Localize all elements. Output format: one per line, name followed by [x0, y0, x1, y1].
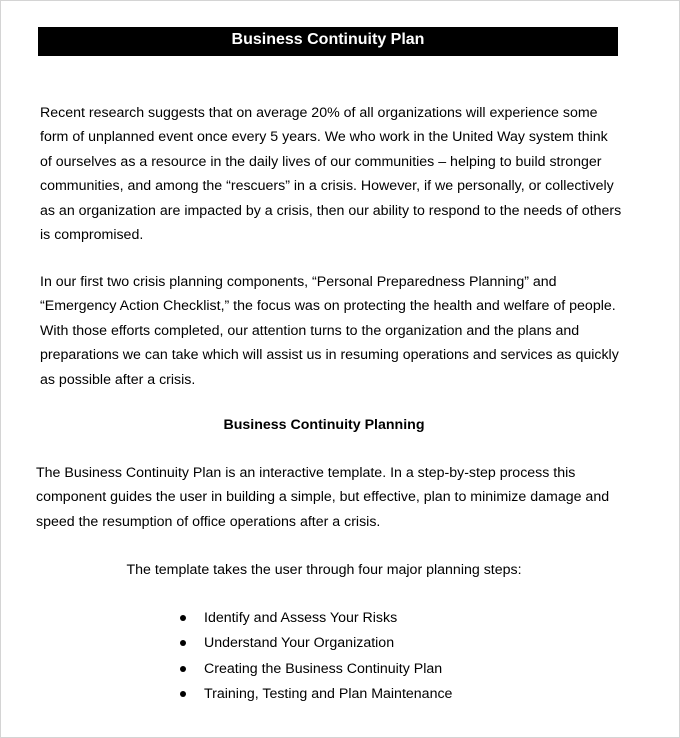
- bullet-icon: [180, 640, 186, 646]
- list-item-label: Identify and Assess Your Risks: [204, 610, 398, 626]
- steps-intro: The template takes the user through four major planning steps:: [126, 562, 522, 578]
- text-line: component guides the user in building a simple, but effective, plan to minimize damage and: [36, 489, 610, 506]
- paragraph-intro: [40, 101, 621, 247]
- list-item: [180, 632, 452, 657]
- text-line: communities, and among the “rescuers” in a crisis. However, if we personally, or collectively: [40, 178, 614, 195]
- list-item-label: Creating the Business Continuity Plan: [204, 660, 443, 677]
- text-line: With those efforts completed, our attention turns to the organization and the plans and: [40, 322, 580, 339]
- text-line: In our first two crisis planning components, “Personal Preparedness Planning” and: [40, 274, 557, 290]
- text-line: “Emergency Action Checklist,” the focus was on protecting the health and welfare of people.: [40, 298, 616, 315]
- list-item-label: Understand Your Organization: [204, 635, 395, 652]
- paragraph-template: [36, 461, 609, 534]
- paragraph-components: [40, 270, 619, 392]
- text-line: The Business Continuity Plan is an interactive template. In a step-by-step process this: [36, 465, 576, 481]
- text-line: form of unplanned event once every 5 years. We who work in the United Way system think: [40, 129, 608, 146]
- section-heading: Business Continuity Planning: [223, 417, 425, 433]
- text-line: as possible after a crisis.: [40, 371, 196, 388]
- text-line: speed the resumption of office operations after a crisis.: [36, 513, 381, 530]
- bullet-icon: [180, 691, 186, 697]
- list-item: [180, 607, 452, 632]
- text-line: is compromised.: [40, 227, 144, 244]
- list-item: [180, 683, 452, 708]
- bullet-icon: [180, 615, 186, 621]
- text-line: preparations we can take which will assist us in resuming operations and services as quickly: [40, 347, 619, 364]
- document-title: Business Continuity Plan: [38, 27, 618, 56]
- list-item-label: Training, Testing and Plan Maintenance: [204, 686, 453, 703]
- text-line: as an organization are impacted by a crisis, then our ability to respond to the needs of others: [40, 202, 622, 219]
- steps-list: [180, 607, 452, 709]
- bullet-icon: [180, 666, 186, 672]
- text-line: of ourselves as a resource in the daily lives of our communities – helping to build stronger: [40, 153, 602, 170]
- list-item: [180, 658, 452, 683]
- text-line: Recent research suggests that on average 20% of all organizations will experience some: [40, 105, 598, 121]
